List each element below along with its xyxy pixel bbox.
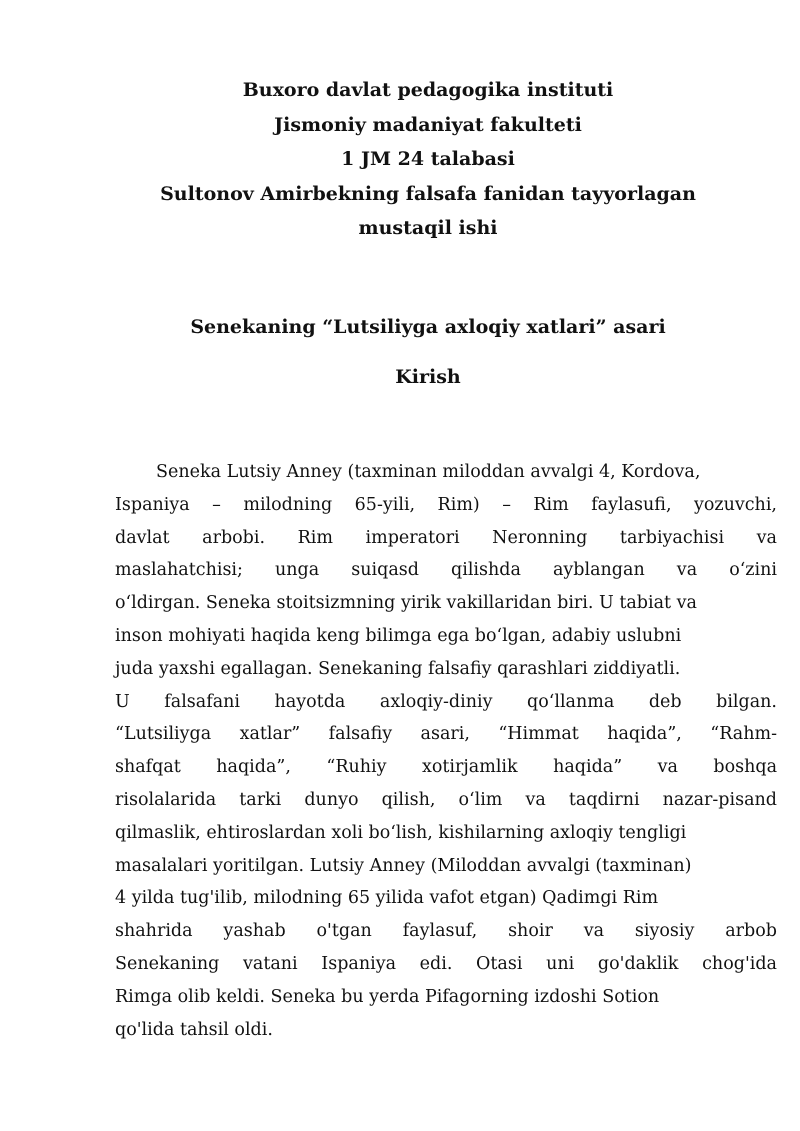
body-line: shahrida yashab o'tgan faylasuf, shoir va siyosiy arbob bbox=[115, 921, 777, 942]
body-line: Rimga olib keldi. Seneka bu yerda Pifagorning izdoshi Sotion bbox=[115, 986, 660, 1007]
document-header bbox=[100, 73, 756, 246]
document-title: Senekaning “Lutsiliyga axloqiy xatlari” asari bbox=[190, 316, 666, 338]
body-line: U falsafani hayotda axloqiy-diniy qoʻllanma deb bilgan. bbox=[115, 691, 777, 712]
body-line: Seneka Lutsiy Anney (taxminan miloddan avvalgi 4, Kordova, bbox=[156, 462, 701, 482]
body-line: davlat arbobi. Rim imperatori Neronning tarbiyachisi va bbox=[115, 527, 777, 548]
body-line: Senekaning vatani Ispaniya edi. Otasi uni go'daklik chog'ida bbox=[115, 953, 777, 974]
institute-name: Buxoro davlat pedagogika instituti bbox=[242, 79, 614, 101]
body-text bbox=[115, 456, 777, 1046]
work-type: mustaqil ishi bbox=[358, 217, 498, 239]
body-line: juda yaxshi egallagan. Senekaning falsafiy qarashlari ziddiyatli. bbox=[115, 658, 681, 679]
student-group: 1 JM 24 talabasi bbox=[341, 148, 515, 170]
body-line: qilmaslik, ehtiroslardan xoli boʻlish, kishilarning axloqiy tengligi bbox=[115, 822, 687, 843]
body-line: inson mohiyati haqida keng bilimga ega boʻlgan, adabiy uslubni bbox=[115, 625, 682, 646]
body-line: masalalari yoritilgan. Lutsiy Anney (Miloddan avvalgi (taxminan) bbox=[115, 855, 692, 876]
faculty-name: Jismoniy madaniyat fakulteti bbox=[274, 113, 582, 136]
body-line: oʻldirgan. Seneka stoitsizmning yirik vakillaridan biri. U tabiat va bbox=[115, 593, 697, 614]
body-line: maslahatchisi; unga suiqasd qilishda ayblangan va oʻzini bbox=[115, 560, 777, 581]
body-line: shafqat haqida”, “Ruhiy xotirjamlik haqida” va boshqa bbox=[115, 757, 777, 778]
body-line: “Lutsiliyga xatlar” falsafiy asari, “Himmat haqida”, “Rahm- bbox=[115, 724, 777, 745]
body-line: risolalarida tarki dunyo qilish, oʻlim va taqdirni nazar-pisand bbox=[115, 789, 777, 810]
body-line: qo'lida tahsil oldi. bbox=[115, 1019, 273, 1040]
author-line: Sultonov Amirbekning falsafa fanidan tayyorlagan bbox=[160, 182, 696, 205]
section-heading: Kirish bbox=[395, 366, 461, 388]
body-line: Ispaniya – milodning 65-yili, Rim) – Rim faylasufi, yozuvchi, bbox=[115, 494, 777, 515]
body-line: 4 yilda tug'ilib, milodning 65 yilida vafot etgan) Qadimgi Rim bbox=[115, 888, 659, 909]
